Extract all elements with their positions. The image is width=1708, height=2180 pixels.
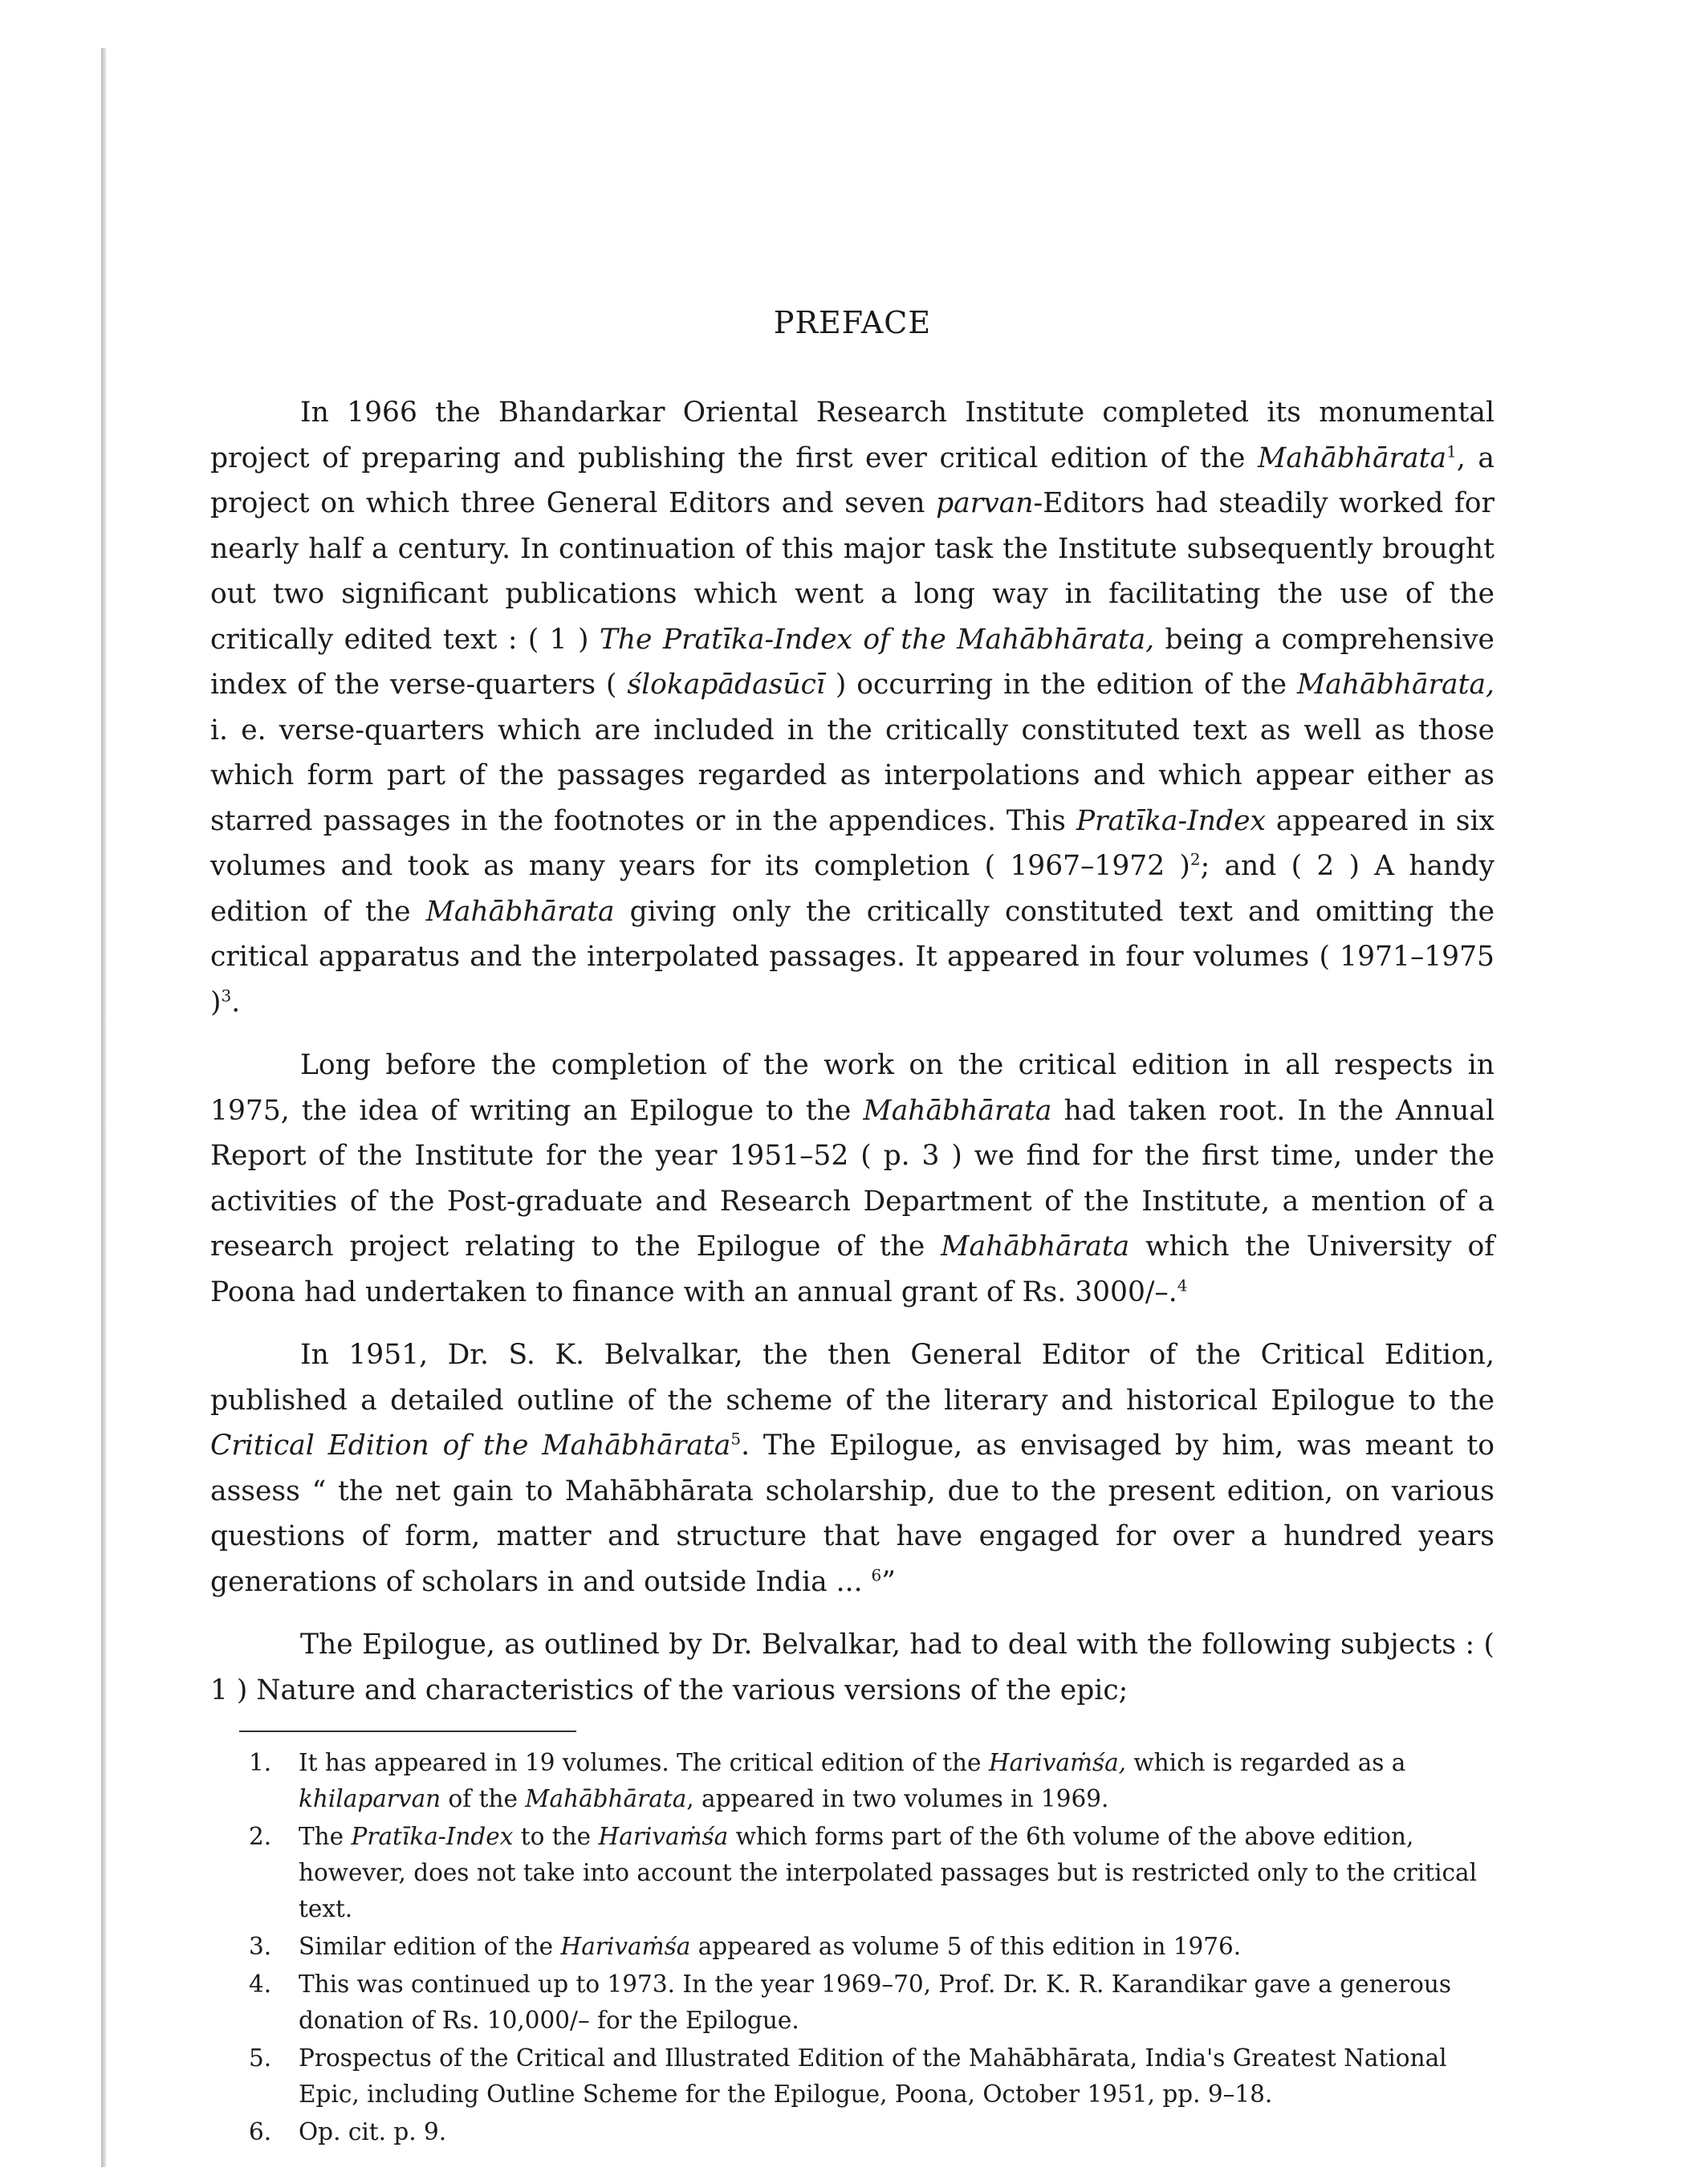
italic-text: Mahābhārata, bbox=[1296, 669, 1494, 701]
text-run: -Editors had steadily worked for nearly half a century. In continuation of this major task the Institute subsequently brought out two significant publications which went a long way in facilitating the use of the critically edited text : ( 1 ) bbox=[210, 487, 1494, 656]
italic-text: Harivaṁśa bbox=[598, 1823, 729, 1850]
footnote-number: 4. bbox=[249, 1971, 272, 1998]
text-run: , a project on which three General Editors and seven bbox=[210, 441, 1494, 519]
footnote-ref: 3 bbox=[221, 986, 232, 1005]
text-run: which the University of Poona had undertaken to finance with an annual grant of Rs. 3000/–. bbox=[210, 1230, 1495, 1308]
text-run: ) occurring in the edition of the bbox=[824, 669, 1297, 701]
footnote-3 bbox=[249, 1929, 1494, 1965]
text-run: to the bbox=[513, 1823, 599, 1850]
footnote-text bbox=[299, 1971, 1451, 2034]
footnote-6 bbox=[249, 2114, 1494, 2150]
text-run: Prospectus of the Critical and Illustrated Edition of the Mahābhārata, India's Greatest National Epic, including Outline Scheme for the Epilogue, Poona, October 1951, pp. 9–18. bbox=[299, 2044, 1447, 2108]
footnote-text bbox=[299, 1749, 1405, 1812]
text-run: appeared in six volumes and took as many years for its completion ( 1967–1972 ) bbox=[210, 804, 1494, 882]
page-title: PREFACE bbox=[773, 305, 932, 340]
italic-text: The Pratīka-Index of the Mahābhārata, bbox=[599, 623, 1155, 656]
footnote-ref: 1 bbox=[1446, 441, 1457, 461]
footnote-ref: 6 bbox=[871, 1565, 882, 1584]
footnote-number: 1. bbox=[249, 1749, 272, 1776]
footnote-1 bbox=[249, 1745, 1494, 1817]
footnotes-list bbox=[210, 1745, 1494, 2150]
footnote-ref: 5 bbox=[730, 1429, 742, 1449]
footnote-ref: 2 bbox=[1190, 849, 1201, 869]
footnote-2 bbox=[249, 1819, 1494, 1927]
text-run: Similar edition of the bbox=[299, 1933, 561, 1960]
italic-text: Pratīka-Index bbox=[351, 1823, 514, 1850]
italic-text: Harivaṁśa, bbox=[988, 1749, 1127, 1776]
paragraph-2 bbox=[210, 1043, 1494, 1315]
paragraph-1 bbox=[210, 390, 1494, 1025]
preface-body bbox=[210, 390, 1494, 1713]
text-run: being a comprehensive index of the verse-quarters ( bbox=[210, 623, 1494, 701]
text-run: The Epilogue, as outlined by Dr. Belvalkar, had to deal with the following subjects : ( 1 ) Nature and characteristics of the various versions of the epic; bbox=[210, 1629, 1494, 1706]
footnote-4 bbox=[249, 1966, 1494, 2039]
text-run: . bbox=[231, 986, 241, 1019]
paragraph-3 bbox=[210, 1332, 1494, 1604]
italic-text: Critical Edition of the Mahābhārata bbox=[210, 1430, 731, 1462]
footnote-text bbox=[299, 1933, 1241, 1960]
footnote-text bbox=[299, 1823, 1477, 1922]
italic-text: Mahābhārata bbox=[425, 895, 615, 928]
text-run: Op. cit. p. 9. bbox=[299, 2118, 447, 2145]
italic-text: Mahābhārata bbox=[1258, 441, 1447, 474]
text-run: This was continued up to 1973. In the year 1969–70, Prof. Dr. K. R. Karandikar gave a generous donation of Rs. 10,000/– for the Epilogue. bbox=[299, 1971, 1452, 2034]
text-run: In 1951, Dr. S. K. Belvalkar, the then General Editor of the Critical Edition, published a detailed outline of the scheme of the literary and historical Epilogue to the bbox=[210, 1339, 1494, 1417]
text-run: In 1966 the Bhandarkar Oriental Research Institute completed its monumental project of preparing and publishing the first ever critical edition of the bbox=[210, 397, 1494, 474]
footnote-divider bbox=[239, 1731, 576, 1732]
text-run: ; and ( 2 ) A handy edition of the bbox=[210, 850, 1494, 928]
text-run: of the bbox=[441, 1785, 526, 1812]
scan-edge-shadow bbox=[101, 48, 106, 2167]
italic-text: Pratīka-Index bbox=[1076, 804, 1266, 837]
italic-text: khilaparvan bbox=[299, 1785, 441, 1812]
text-run: The bbox=[299, 1823, 352, 1850]
footnote-ref: 4 bbox=[1177, 1275, 1188, 1295]
italic-text: Mahābhārata bbox=[525, 1785, 687, 1812]
footnote-number: 5. bbox=[249, 2044, 272, 2072]
italic-text: parvan bbox=[936, 487, 1034, 519]
paragraph-4 bbox=[210, 1622, 1494, 1713]
text-run: giving only the critically constituted text and omitting the critical apparatus and the interpolated passages. It appeared in four volumes ( 1971–1975 ) bbox=[210, 895, 1494, 1019]
footnote-number: 3. bbox=[249, 1933, 272, 1960]
text-run: It has appeared in 19 volumes. The critical edition of the bbox=[299, 1749, 989, 1776]
text-run: ” bbox=[881, 1565, 896, 1598]
text-run: Long before the completion of the work on the critical edition in all respects in 1975, the idea of writing an Epilogue to the bbox=[210, 1049, 1494, 1127]
footnote-number: 2. bbox=[249, 1823, 272, 1850]
text-run: had taken root. In the Annual Report of the Institute for the year 1951–52 ( p. 3 ) we find for the first time, under the activities of the Post-graduate and Research Department of the Institute, a mention of a research project relating to the Epilogue of the bbox=[210, 1094, 1494, 1263]
text-run: , appeared in two volumes in 1969. bbox=[686, 1785, 1109, 1812]
footnote-number: 6. bbox=[249, 2118, 272, 2145]
footnote-text bbox=[299, 2044, 1447, 2108]
italic-text: ślokapādasūcī bbox=[627, 669, 825, 701]
text-run: i. e. verse-quarters which are included in the critically constituted text as well as those which form part of the passages regarded as interpolations and which appear either as starred passages in the footnotes or in the appendices. This bbox=[210, 714, 1494, 837]
italic-text: Harivaṁśa bbox=[560, 1933, 691, 1960]
italic-text: Mahābhārata bbox=[941, 1230, 1130, 1263]
text-run: . The Epilogue, as envisaged by him, was meant to assess “ the net gain to Mahābhārata scholarship, due to the present edition, on various questions of form, matter and structure that have engaged for over a hundred years generations of scholars in and outside India ... bbox=[210, 1430, 1494, 1598]
text-run: which forms part of the 6th volume of the above edition, however, does not take into account the interpolated passages but is restricted only to the critical text. bbox=[299, 1823, 1478, 1922]
text-run: which is regarded as a bbox=[1126, 1749, 1406, 1776]
footnote-text bbox=[299, 2118, 446, 2145]
document-page bbox=[210, 305, 1494, 2152]
italic-text: Mahābhārata bbox=[863, 1094, 1052, 1127]
text-run: appeared as volume 5 of this edition in 1976. bbox=[690, 1933, 1242, 1960]
footnote-5 bbox=[249, 2040, 1494, 2113]
